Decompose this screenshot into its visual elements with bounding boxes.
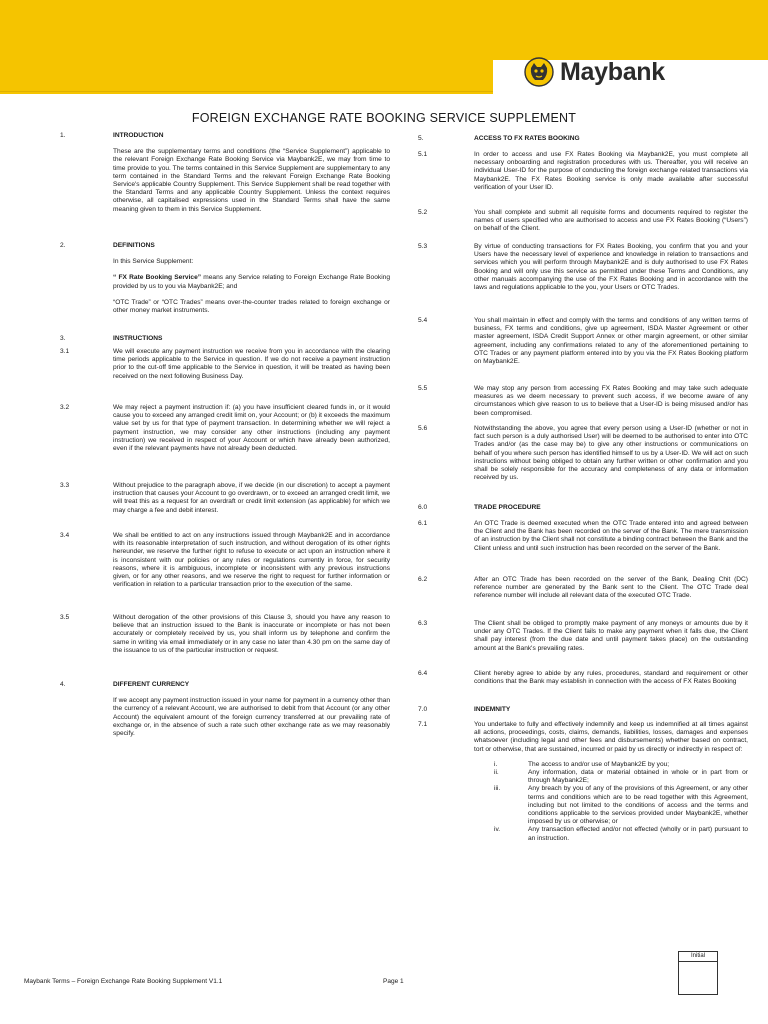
clause-number: 5.2 [418, 209, 428, 216]
clause-number: 3.2 [60, 404, 70, 411]
clause-7-0 [418, 706, 748, 714]
clause-text: You undertake to fully and effectively indemnify and keep us indemnified at all times against all actions, proceedings, costs, claims, demands, liabilities, losses, damages and expenses whatsoever (including legal and other fees and disbursements) whether based on contract, tort or otherwise, that are sustained, incurred or paid by us directly or indirectly in respect of: [474, 721, 748, 753]
clause-number: 5.1 [418, 151, 428, 158]
clause-text: Notwithstanding the above, you agree that every person using a User-ID (whether or not in fact such person is a duly authorised User) will be deemed to be authorised to enter into OTC Trades and/or (as the case may be) to give any other instructions or communications on behalf of you where such person has identified himself to us by a User-ID. We will act on such instructions without being obliged to obtain any further written or other confirmation and you shall be solely responsible for the accuracy and completeness of any data or information received by us. [474, 425, 748, 482]
clause-text: By virtue of conducting transactions for FX Rates Booking, you confirm that you and your Users have the necessary level of experience and knowledge in relation to transactions and services which you will perform through Maybank2E and is duly authorised to use FX Rates Booking and will only use this service as permitted under these Terms and Conditions, any other manuals accompanying the use of the FX Rates Booking and in accordance with the laws and regulations applicable to the you, your Users or OTC Trades. [474, 243, 748, 292]
clause-text: If we accept any payment instruction issued in your name for payment in a currency other than the currency of a relevant Account, we are authorised to debit from that Account (or any other Account) the equivalent amount of the foreign currency transferred at our prevailing rate of exchange or, in the absence of such a rate such other exchange rate as we may reasonably specify. [113, 697, 390, 738]
footer-document-name: Maybank Terms – Foreign Exchange Rate Booking Supplement V1.1 [24, 978, 223, 985]
clause-text: These are the supplementary terms and conditions (the “Service Supplement”) applicable to the relevant Foreign Exchange Rate Booking Service via Maybank2E, we may from time to time provide to you. The terms contained in this Service Supplement are supplementary to any term contained in the Standard Terms and the relevant Foreign Exchange Rate Booking Service's applicable Country Supplement. This Service Supplement shall be read together with the Standard Terms and any applicable Country Supplement. Unless the context requires otherwise, all capitalised expressions used in the Standard Terms shall have the same meaning given to them in this Service Supplement. [113, 148, 390, 213]
list-numeral: iii. [494, 785, 501, 793]
section-heading: DEFINITIONS [113, 242, 155, 249]
clause-body [113, 242, 390, 315]
clause-number: 6.3 [418, 620, 428, 627]
clause-2 [60, 242, 390, 315]
clause-number: 7.1 [418, 721, 428, 728]
clause-number: 1. [60, 132, 66, 139]
clause-3-3 [60, 482, 390, 515]
clause-body [474, 317, 748, 366]
clause-body [474, 520, 748, 553]
clause-body [474, 670, 748, 686]
clause-body [113, 132, 390, 214]
list-text: Any breach by you of any of the provisions of this Agreement, or any other terms and conditions which are to be read together with this Agreement, including but not limited to the conditions of access and the terms and conditions applicable to the services provided under Maybank2E, whether imposed by us or otherwise; or [528, 785, 748, 826]
clause-number: 3.4 [60, 532, 70, 539]
clause-6-2 [418, 576, 748, 601]
definition-item [113, 274, 390, 290]
indemnity-list-item [474, 826, 748, 842]
tiger-head-icon [524, 57, 554, 87]
clause-7-1 [418, 721, 748, 843]
footer-page-number: Page 1 [383, 978, 404, 985]
clause-text: In order to access and use FX Rates Booking via Maybank2E, you must complete all necessary onboarding and registration procedures with us. Thereafter, you will receive an individual User-ID for the purpose of conducting the foreign exchange related transactions via Maybank2E. The FX Rates Booking service is only made available after successful verification of your User ID. [474, 151, 748, 191]
clause-5-2 [418, 209, 748, 234]
clause-body [474, 209, 748, 234]
indemnity-list [474, 761, 748, 843]
clause-number: 5.5 [418, 385, 428, 392]
clause-number: 6.0 [418, 504, 428, 511]
clause-number: 3.5 [60, 614, 70, 621]
clause-body [474, 135, 748, 143]
definition-text: “OTC Trade” or “OTC Trades” means over-the-counter trades related to foreign exchange or other money market instruments. [113, 298, 390, 315]
clause-6-1 [418, 520, 748, 553]
definition-item [113, 299, 390, 315]
section-heading: ACCESS TO FX RATES BOOKING [474, 135, 580, 142]
clause-3 [60, 335, 390, 343]
clause-body [474, 576, 748, 601]
clause-body [113, 335, 390, 343]
clause-body [474, 706, 748, 714]
section-heading: TRADE PROCEDURE [474, 504, 541, 511]
clause-5-4 [418, 317, 748, 366]
clause-text: You shall complete and submit all requisite forms and documents required to register the names of users specified who are authorised to access and use FX Rates Booking (“Users”) on behalf of the Client. [474, 209, 748, 233]
clause-number: 6.4 [418, 670, 428, 677]
list-text: Any transaction effected and/or not effected (wholly or in part) pursuant to an instruction. [528, 826, 748, 842]
clause-6-0 [418, 504, 748, 512]
clause-number: 4. [60, 681, 66, 688]
clause-number: 5. [418, 135, 424, 142]
initial-label: Initial [679, 952, 717, 962]
clause-5 [418, 135, 748, 143]
clause-text: We may stop any person from accessing FX Rates Booking and may take such adequate measures as we deem necessary to prevent such access, if we become aware of any circumstances which give reason to us to believe that a User-ID is being misused and/or has been compromised. [474, 385, 748, 417]
clause-6-3 [418, 620, 748, 653]
clause-body [474, 151, 748, 192]
section-heading: DIFFERENT CURRENCY [113, 681, 190, 688]
clause-3-1 [60, 348, 390, 381]
clause-text: We may reject a payment instruction if: (a) you have insufficient cleared funds in, or it would cause you to exceed any arranged credit limit on, your Account; or (b) it exceeds the maximum value set by us for that type of payment transaction. In determining whether we will reject a payment instruction, we may consider any other instructions (including any payment instruction) we received in respect of your Account or which have already been authorized, even if the relevant payments have not already been deducted. [113, 404, 390, 453]
list-numeral: ii. [494, 769, 499, 777]
clause-body [113, 348, 390, 381]
clause-text: An OTC Trade is deemed executed when the OTC Trade entered into and agreed between the Client and the Bank has been recorded on the server of the Bank. The mere transmission of an instruction by the Client shall not constitute a binding contract between the Bank and the Client unless and until such instruction has been recorded on the server of the Bank. [474, 520, 748, 552]
clause-body [113, 482, 390, 515]
clause-5-6 [418, 425, 748, 482]
clause-text: Without derogation of the other provisions of this Clause 3, should you have any reason to believe that an instruction issued to the Bank is inaccurate or incomplete or has not been accurately or completely received by us, you shall inform us by telephone and confirm the same in writing via email immediately or in any case no later than 4.30 pm on the same day of the issuance to us of the particular instruction or request. [113, 614, 390, 654]
clause-text: The Client shall be obliged to promptly make payment of any moneys or amounts due by it under any OTC Trades. If the Client fails to make any payment when it falls due, the Client shall pay interest (from the due date and until payment takes place) on the outstanding amount at the Bank's prevailing rates. [474, 620, 748, 652]
clause-number: 7.0 [418, 706, 428, 713]
section-heading: INTRODUCTION [113, 132, 164, 139]
clause-text: We shall be entitled to act on any instructions issued through Maybank2E and in accordance with its reasonable interpretation of such instruction, and without derogation of its other rights hereunder, we reserve the further right to refuse to execute or act upon an instruction where it is inconsistent with our policies or any rules or regulations currently in force, for security reasons, where it is ambiguous, incomplete or inconsistent with any previous instructions given, or for any other reasons, and we reserve the right to request for further information or verification in relation to a particular transaction prior to the execution of the same. [113, 532, 390, 589]
clause-text: Client hereby agree to abide by any rules, procedures, standard and requirement or other conditions that the Bank may establish in connection with the access of FX Rates Booking [474, 670, 748, 686]
clause-number: 5.3 [418, 243, 428, 250]
clause-number: 3. [60, 335, 66, 342]
clause-5-3 [418, 243, 748, 292]
clause-body [474, 243, 748, 292]
maybank-logo [524, 56, 665, 88]
section-heading: INDEMNITY [474, 706, 511, 713]
clause-body [113, 614, 390, 655]
indemnity-list-item [474, 785, 748, 826]
clause-body [474, 425, 748, 482]
list-text: The access to and/or use of Maybank2E by you; [528, 760, 670, 768]
clause-1 [60, 132, 390, 214]
definitions-intro: In this Service Supplement: [113, 258, 194, 266]
brand-name: Maybank [560, 58, 665, 86]
clause-4 [60, 681, 390, 738]
clause-body [474, 620, 748, 653]
clause-5-5 [418, 385, 748, 418]
indemnity-list-item [474, 769, 748, 785]
definition-text: means any Service relating to Foreign Exchange Rate Booking provided by us to you via Maybank2E; and [113, 274, 390, 290]
document-title: FOREIGN EXCHANGE RATE BOOKING SERVICE SUPPLEMENT [191, 111, 577, 125]
defined-term: “ FX Rate Booking Service” [113, 274, 202, 282]
clause-body [474, 721, 748, 843]
clause-body [113, 532, 390, 589]
clause-text: After an OTC Trade has been recorded on the server of the Bank, Dealing Chit (DC) reference number are generated by the Bank sent to the Client. The OTC Trade deal reference number will include all relevant data of the executed OTC Trade. [474, 576, 748, 600]
clause-number: 2. [60, 242, 66, 249]
clause-6-4 [418, 670, 748, 686]
clause-3-5 [60, 614, 390, 655]
list-numeral: i. [494, 760, 498, 768]
clause-body [474, 504, 748, 512]
clause-3-4 [60, 532, 390, 589]
clause-number: 6.2 [418, 576, 428, 583]
clause-number: 3.1 [60, 348, 70, 355]
section-heading: INSTRUCTIONS [113, 335, 163, 342]
clause-3-2 [60, 404, 390, 453]
clause-body [113, 404, 390, 453]
clause-number: 6.1 [418, 520, 428, 527]
initial-box[interactable] [678, 951, 718, 995]
clause-number: 5.4 [418, 317, 428, 324]
clause-body [474, 385, 748, 418]
indemnity-list-item [474, 761, 748, 769]
clause-number: 5.6 [418, 425, 428, 432]
clause-text: We will execute any payment instruction we receive from you in accordance with the clearing time periods applicable to the Service in question. If we do not receive a payment instruction prior to the cut-off time applicable to the Service in question, it will be treated as having been received on the next following Business Day. [113, 348, 390, 380]
clause-5-1 [418, 151, 748, 192]
list-text: Any information, data or material obtained in whole or in part from or through Maybank2E; [528, 769, 748, 785]
clause-body [113, 681, 390, 738]
list-numeral: iv. [494, 826, 501, 834]
clause-number: 3.3 [60, 482, 70, 489]
clause-text: You shall maintain in effect and comply with the terms and conditions of any written terms of business, FX terms and conditions, give up agreement, ISDA Master Agreement or other master agreement, ISDA Credit Support Annex or other margin agreement, or other similar agreement, including any confirmations related to any of the aforementioned pertaining to OTC Trades or any payment platform entered into by you via the FX Rates Booking platform on Maybank2E. [474, 317, 748, 366]
clause-text: Without prejudice to the paragraph above, if we decide (in our discretion) to accept a payment instruction that causes your Account to go overdrawn, or to exceed an arranged credit limit, we will treat this as a request for an overdraft or credit limit extension (as applicable) for which we may charge a fee and debit interest. [113, 482, 390, 514]
